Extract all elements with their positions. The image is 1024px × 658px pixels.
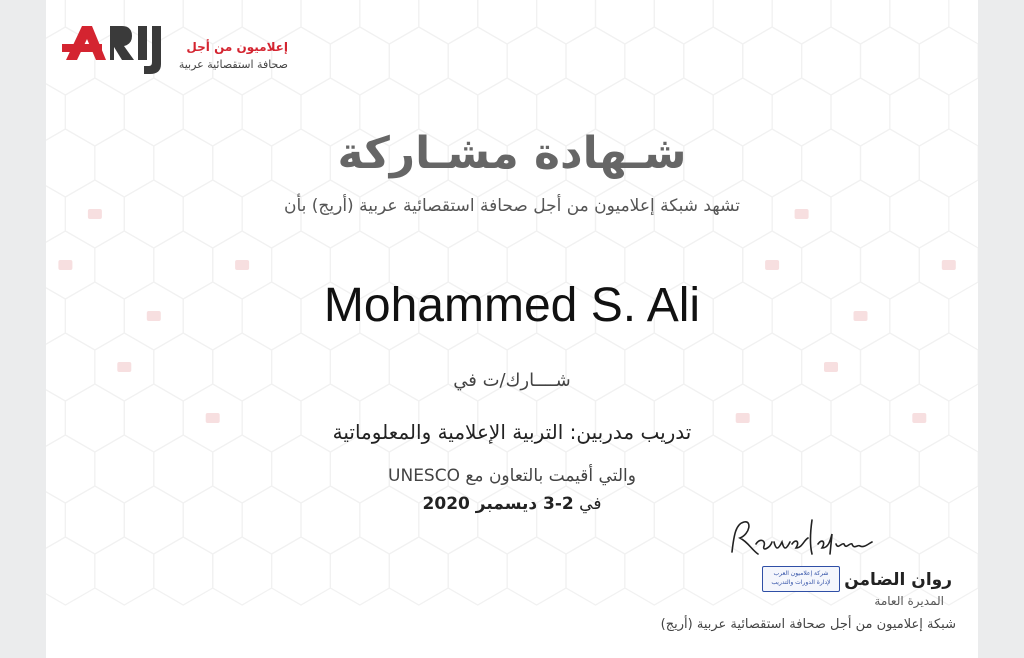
background-hexagon	[625, 537, 684, 605]
course-name: تدريب مدربين: التربية الإعلامية والمعلوماتية	[332, 420, 692, 444]
background-hexagon	[625, 27, 684, 95]
signatory-role: المديرة العامة	[874, 594, 944, 608]
cooperation-line: والتي أقيمت بالتعاون مع UNESCO	[388, 466, 636, 486]
background-hexagon	[46, 537, 95, 605]
signatory-name: روان الضامن	[844, 570, 952, 590]
background-hexagon	[330, 27, 389, 95]
certificate-title: شـهادة مشـاركة	[337, 128, 687, 179]
participated-label: شــــارك/ت في	[453, 370, 571, 391]
background-hexagon	[919, 27, 978, 95]
background-hexagon	[831, 0, 890, 44]
background-hexagon	[861, 27, 920, 95]
background-hexagon	[389, 27, 448, 95]
background-hexagon	[389, 537, 448, 605]
official-stamp	[762, 566, 840, 592]
background-hexagon	[507, 27, 566, 95]
background-hexagon	[566, 27, 625, 95]
date-prefix: في	[579, 494, 602, 514]
recipient-name: Mohammed S. Ali	[323, 279, 701, 332]
background-hexagon	[802, 27, 861, 95]
arij-logo	[60, 14, 300, 80]
background-hexagon	[419, 0, 478, 44]
logo-tagline-top: إعلاميون من أجل	[186, 40, 288, 54]
background-hexagon	[95, 537, 154, 605]
background-hexagon	[596, 0, 655, 44]
background-hexagon	[566, 537, 625, 605]
stamp-line-1: شركة إعلاميون العرب	[773, 570, 829, 577]
background-hexagon	[743, 27, 802, 95]
background-media-icon	[765, 260, 779, 270]
signatory-organization: شبكة إعلاميون من أجل صحافة استقصائية عربية (أريج)	[660, 617, 956, 632]
background-hexagon	[330, 537, 389, 605]
logo-tagline-bottom: صحافة استقصائية عربية	[178, 58, 288, 71]
background-hexagon	[890, 0, 949, 44]
background-media-icon	[235, 260, 249, 270]
background-hexagon	[713, 0, 772, 44]
background-hexagon	[772, 0, 831, 44]
background-hexagon	[507, 537, 566, 605]
background-hexagon	[478, 0, 537, 44]
background-hexagon	[360, 0, 419, 44]
background-hexagon	[448, 537, 507, 605]
background-hexagon	[213, 537, 272, 605]
certificate	[46, 0, 978, 658]
background-hexagon	[654, 0, 713, 44]
arij-logo-mark	[60, 14, 170, 76]
background-hexagon	[272, 537, 331, 605]
background-hexagon	[448, 27, 507, 95]
date-value: 2-3 ديسمبر 2020	[422, 494, 574, 514]
background-hexagon	[684, 27, 743, 95]
background-hexagon	[537, 0, 596, 44]
background-media-icon	[942, 260, 956, 270]
event-date	[46, 494, 978, 514]
background-media-icon	[58, 260, 72, 270]
handwritten-signature	[726, 514, 876, 562]
certificate-subtitle: تشهد شبكة إعلاميون من أجل صحافة استقصائية عربية (أريج) بأن	[283, 196, 741, 216]
background-hexagon	[154, 537, 213, 605]
background-hexagon	[301, 0, 360, 44]
stamp-line-2: لإدارة الدورات والتدريب	[771, 579, 831, 586]
